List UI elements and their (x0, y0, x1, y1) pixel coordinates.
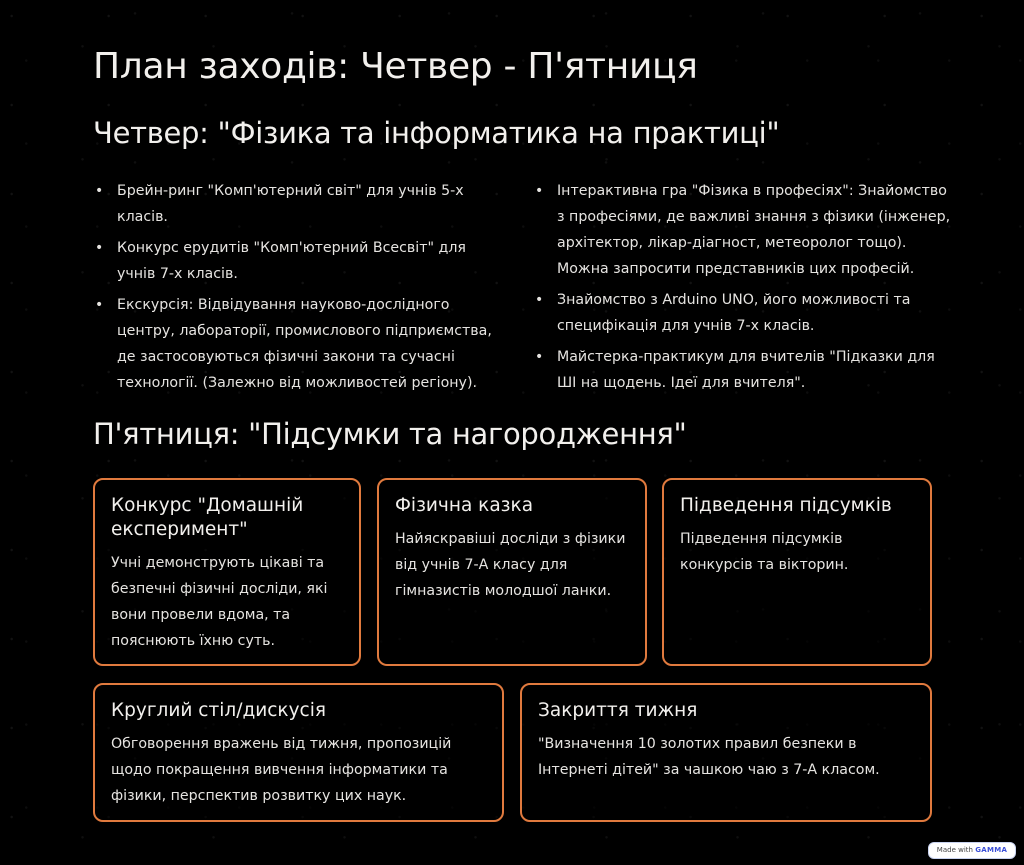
thursday-left-list (93, 178, 505, 401)
badge-prefix: Made with (936, 846, 973, 854)
card-round-table (93, 683, 504, 822)
card-body: Найяскравіші досліди з фізики від учнів 7-А класу для гімназистів молодшої ланки. (395, 531, 626, 599)
made-with-gamma-badge[interactable] (928, 842, 1016, 859)
page-title: План заходів: Четвер - П'ятниця (93, 46, 698, 87)
list-item: • Інтерактивна гра "Фізика в професіях": Знайомство з професіями, де важливі знання з фізики (інженер, архітектор, лікар-діагност, метеоролог тощо). Можна запросити представників цих професій. (533, 178, 953, 282)
card-title: Конкурс "Домашній експеримент" (111, 495, 304, 540)
card-physics-tale (377, 478, 647, 666)
card-home-experiment (93, 478, 361, 666)
gamma-logo: GAMMA (975, 846, 1008, 854)
friday-heading: П'ятниця: "Підсумки та нагородження" (93, 417, 687, 451)
card-summary (662, 478, 932, 666)
bullet-icon: • (95, 297, 104, 313)
card-title: Круглий стіл/дискусія (111, 700, 326, 721)
card-week-closing (520, 683, 932, 822)
card-title: Фізична казка (395, 495, 534, 516)
list-item: • Конкурс ерудитів "Комп'ютерний Всесвіт" для учнів 7-х класів. (93, 235, 505, 287)
list-item: • Екскурсія: Відвідування науково-дослідного центру, лабораторії, промислового підприємства, де застосовуються фізичні закони та сучасні технології. (Залежно від можливостей регіону). (93, 292, 505, 396)
list-item: • Знайомство з Arduino UNO, його можливості та специфікація для учнів 7-х класів. (533, 287, 953, 339)
bullet-icon: • (535, 183, 544, 199)
bullet-icon: • (535, 349, 544, 365)
bullet-icon: • (95, 240, 104, 256)
card-title: Підведення підсумків (680, 495, 892, 516)
bullet-icon: • (95, 183, 104, 199)
bullet-icon: • (535, 292, 544, 308)
card-body: Учні демонструють цікаві та безпечні фізичні досліди, які вони провели вдома, та пояснюють їхню суть. (111, 555, 328, 649)
list-item: • Брейн-ринг "Комп'ютерний світ" для учнів 5-х класів. (93, 178, 505, 230)
thursday-right-list (533, 178, 953, 401)
card-body: Підведення підсумків конкурсів та вікторин. (680, 531, 849, 573)
card-body: Обговорення вражень від тижня, пропозицій щодо покращення вивчення інформатики та фізики, перспектив розвитку цих наук. (111, 736, 452, 804)
list-item: • Майстерка-практикум для вчителів "Підказки для ШІ на щодень. Ідеї для вчителя". (533, 344, 953, 396)
card-title: Закриття тижня (538, 700, 698, 721)
thursday-heading: Четвер: "Фізика та інформатика на практиці" (93, 116, 780, 150)
card-body: "Визначення 10 золотих правил безпеки в Інтернеті дітей" за чашкою чаю з 7-А класом. (538, 736, 880, 778)
